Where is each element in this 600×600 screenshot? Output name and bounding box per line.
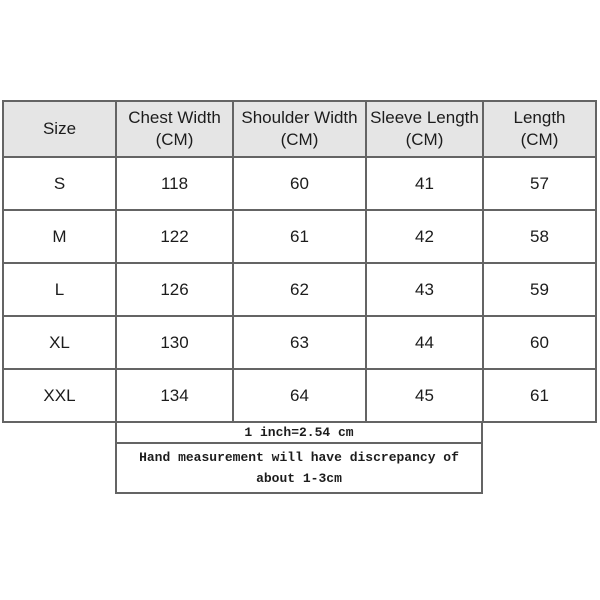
table-row-l — [3, 263, 596, 316]
size-cell: L — [3, 263, 116, 316]
column-label: Chest Width — [128, 107, 221, 127]
header-cell-shoulder-width — [233, 101, 366, 157]
length-cell: 57 — [483, 157, 596, 210]
sleeve-length-cell: 45 — [366, 369, 483, 422]
column-label: Sleeve Length — [370, 107, 479, 127]
inch-conversion-note: 1 inch=2.54 cm — [116, 422, 482, 443]
disclaimer-line-1: Hand measurement will have discrepancy of — [139, 450, 459, 465]
column-unit: (CM) — [280, 130, 319, 149]
column-label: Size — [42, 118, 77, 138]
length-cell: 59 — [483, 263, 596, 316]
column-label: Length — [513, 107, 566, 127]
table-row-xxl — [3, 369, 596, 422]
conversion-note-row — [116, 422, 482, 443]
notes-table — [115, 421, 483, 494]
table-row-s — [3, 157, 596, 210]
shoulder-width-cell: 64 — [233, 369, 366, 422]
size-cell: S — [3, 157, 116, 210]
disclaimer-note-row — [116, 443, 482, 493]
column-unit: (CM) — [155, 130, 194, 149]
length-cell: 61 — [483, 369, 596, 422]
disclaimer-line-2: about 1-3cm — [256, 471, 342, 486]
size-chart-table — [2, 100, 597, 423]
sleeve-length-cell: 41 — [366, 157, 483, 210]
table-row-m — [3, 210, 596, 263]
column-unit: (CM) — [520, 130, 559, 149]
header-cell-sleeve-length — [366, 101, 483, 157]
chest-width-cell: 118 — [116, 157, 233, 210]
shoulder-width-cell: 62 — [233, 263, 366, 316]
header-cell-length — [483, 101, 596, 157]
sleeve-length-cell: 43 — [366, 263, 483, 316]
column-unit: (CM) — [405, 130, 444, 149]
shoulder-width-cell: 60 — [233, 157, 366, 210]
header-row — [3, 101, 596, 157]
length-cell: 58 — [483, 210, 596, 263]
chest-width-cell: 134 — [116, 369, 233, 422]
shoulder-width-cell: 61 — [233, 210, 366, 263]
size-cell: M — [3, 210, 116, 263]
sleeve-length-cell: 42 — [366, 210, 483, 263]
measurement-disclaimer-note — [116, 443, 482, 493]
shoulder-width-cell: 63 — [233, 316, 366, 369]
header-cell-chest-width — [116, 101, 233, 157]
header-cell-size — [3, 101, 116, 157]
chest-width-cell: 126 — [116, 263, 233, 316]
size-cell: XXL — [3, 369, 116, 422]
column-label: Shoulder Width — [241, 107, 358, 127]
sleeve-length-cell: 44 — [366, 316, 483, 369]
table-row-xl — [3, 316, 596, 369]
chest-width-cell: 122 — [116, 210, 233, 263]
chest-width-cell: 130 — [116, 316, 233, 369]
length-cell: 60 — [483, 316, 596, 369]
size-cell: XL — [3, 316, 116, 369]
